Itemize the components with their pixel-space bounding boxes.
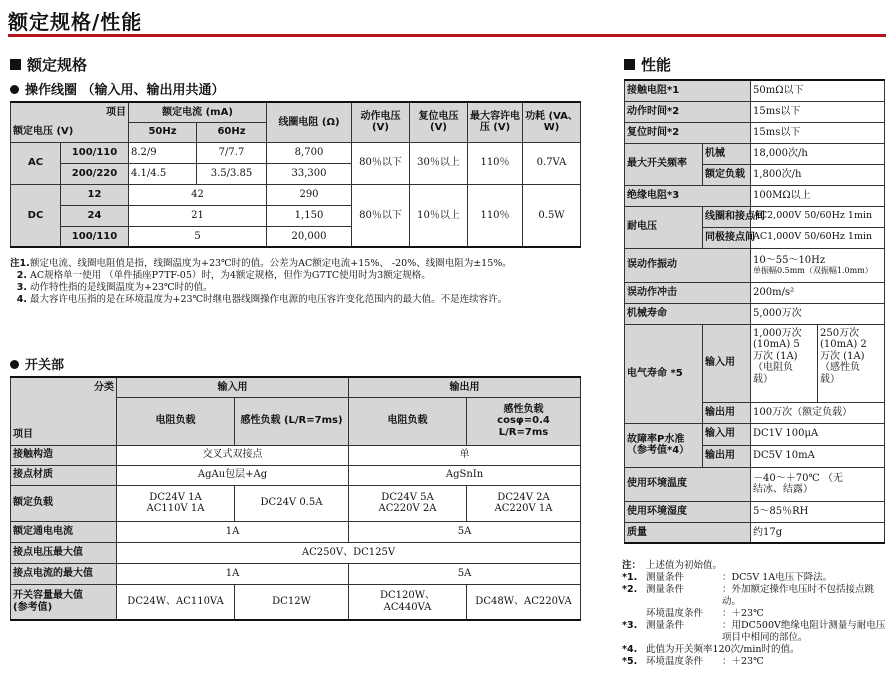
perf-sublabel-failure-input: 输入用 xyxy=(703,423,751,445)
perf-value-humidity: 5～85％RH xyxy=(751,501,885,522)
switch-input-contact-material: AgAu包层+Ag xyxy=(117,465,349,485)
page-title: 额定规格/性能 xyxy=(8,10,143,34)
perf-note-text: 上述值为初始值。 xyxy=(646,560,723,571)
switch-input-contact-form: 交叉式双接点 xyxy=(117,445,349,465)
perf-value-operate-time: 15ms以下 xyxy=(751,101,885,122)
square-bullet-icon xyxy=(10,59,21,70)
switch-out-ind-max-capacity: DC48W、AC220VA xyxy=(467,584,581,620)
switch-output-contact-material: AgSnIn xyxy=(349,465,581,485)
note-key: 2. xyxy=(16,270,27,281)
coil-header-50hz: 50Hz xyxy=(129,122,197,142)
switch-header-item: 项目 xyxy=(11,397,117,445)
switch-label-max-capacity: 开关容量最大值 (参考值) xyxy=(11,584,117,620)
coil-ac-label: AC xyxy=(11,142,61,184)
coil-ac-power: 0.7VA xyxy=(523,142,581,184)
coil-dc-current: 42 xyxy=(129,184,267,205)
coil-header-voltage: 额定电压 (V) xyxy=(11,122,129,142)
switch-value-max-voltage: AC250V、DC125V xyxy=(117,542,581,563)
perf-note-key: *3. xyxy=(622,620,638,631)
circle-bullet-icon xyxy=(10,360,19,369)
coil-header-resistance: 线圈电阻 (Ω) xyxy=(267,102,352,142)
perf-note-key: *1. xyxy=(622,572,638,583)
perf-note-item xyxy=(622,560,888,572)
perf-label-humidity: 使用环境湿度 xyxy=(625,501,751,522)
perf-sublabel-rated-load: 额定负载 xyxy=(703,164,751,185)
coil-table xyxy=(10,101,581,248)
perf-note-key xyxy=(622,608,646,620)
perf-note-label: 环境温度条件 xyxy=(646,608,704,619)
switch-out-res-max-capacity: DC120W、AC440VA xyxy=(349,584,467,620)
coil-ac-voltage: 100/110 xyxy=(61,142,129,163)
coil-ac-resistance: 8,700 xyxy=(267,142,352,163)
coil-dc-operate: 80％以下 xyxy=(352,184,410,247)
switch-in-res-rated-load: DC24V 1A AC110V 1A xyxy=(117,485,235,521)
switch-label-max-voltage: 接点电压最大值 xyxy=(11,542,117,563)
perf-value-contact-resistance: 50mΩ以下 xyxy=(751,80,885,101)
perf-sublabel-failure-output: 输出用 xyxy=(703,445,751,467)
switch-header-resistive: 电阻负载 xyxy=(117,397,235,445)
perf-value-mech-life: 5,000万次 xyxy=(751,303,885,324)
switch-label-contact-form: 接触构造 xyxy=(11,445,117,465)
perf-value-release-time: 15ms以下 xyxy=(751,122,885,143)
perf-label-weight: 质量 xyxy=(625,522,751,543)
perf-value-elec-input-res: 1,000万次 (10mA) 5万次 (1A) （电阻负载） xyxy=(751,324,818,402)
perf-label-temperature: 使用环境温度 xyxy=(625,467,751,501)
note-item xyxy=(10,282,585,294)
vibration-amplitude: 单振幅0.5mm（双振幅1.0mm） xyxy=(753,266,873,276)
perf-sublabel-elec-input: 输入用 xyxy=(703,324,751,402)
coil-dc-power: 0.5W xyxy=(523,184,581,247)
switch-label-contact-material: 接点材质 xyxy=(11,465,117,485)
perf-note-item xyxy=(622,620,888,644)
switch-in-ind-max-capacity: DC12W xyxy=(235,584,349,620)
perf-sublabel-same-pole: 同极接点间 xyxy=(703,227,751,248)
perf-note-item xyxy=(622,656,888,668)
perf-note-label: 测量条件 xyxy=(646,620,685,631)
coil-dc-label: DC xyxy=(11,184,61,247)
coil-header-current: 额定电流 (mA) xyxy=(129,102,267,122)
perf-note-text: ：＋23℃ xyxy=(722,608,764,619)
note-text: 动作特性指的是线圈温度为+23℃时的值。 xyxy=(30,282,213,293)
perf-label-contact-resistance: 接触电阻*1 xyxy=(625,80,751,101)
switch-header-inductive: 感性负载 (L/R=7ms) xyxy=(235,397,349,445)
note-item xyxy=(10,258,585,270)
perf-note-key: *2. xyxy=(622,584,638,595)
coil-ac-50hz: 8.2/9 xyxy=(129,142,197,163)
switch-header-category: 分类 xyxy=(11,377,117,397)
inductive-lr: L/R=7ms xyxy=(498,426,549,438)
note-key: 3. xyxy=(16,282,27,293)
perf-value-temperature: －40～＋70℃ （无结冰、结露） xyxy=(751,467,885,501)
performance-table xyxy=(624,79,885,544)
note-key: 注1. xyxy=(10,258,30,269)
switch-label-max-current: 接点电流的最大值 xyxy=(11,563,117,584)
note-item xyxy=(10,294,585,306)
perf-note-text: 此值为开关频率120次/min时的值。 xyxy=(646,644,800,655)
perf-value-rated-freq: 1,800次/h xyxy=(751,164,885,185)
coil-header-power: 功耗 (VA、W) xyxy=(523,102,581,142)
switch-in-res-max-capacity: DC24W、AC110VA xyxy=(117,584,235,620)
coil-dc-resistance: 20,000 xyxy=(267,226,352,247)
perf-value-vibration xyxy=(751,248,885,282)
coil-header-60hz: 60Hz xyxy=(197,122,267,142)
switch-output-max-current: 5A xyxy=(349,563,581,584)
coil-notes xyxy=(10,258,585,306)
perf-label-max-freq: 最大开关频率 xyxy=(625,143,703,185)
title-rule xyxy=(8,34,886,37)
perf-note-label: 测量条件 xyxy=(646,572,685,583)
inductive-cos: cosφ=0.4 xyxy=(497,415,550,427)
perf-note-key: *4. xyxy=(622,644,638,655)
perf-label-mech-life: 机械寿命 xyxy=(625,303,751,324)
switch-header-resistive: 电阻负载 xyxy=(349,397,467,445)
perf-note-item xyxy=(622,572,888,584)
switch-header-input: 输入用 xyxy=(117,377,349,397)
coil-ac-voltage: 200/220 xyxy=(61,163,129,184)
perf-note-label: 环境温度条件 xyxy=(646,656,704,667)
perf-note-key: 注： xyxy=(622,560,642,571)
perf-sublabel-mechanical: 机械 xyxy=(703,143,751,164)
coil-header-item: 项目 xyxy=(11,102,129,122)
switch-input-max-current: 1A xyxy=(117,563,349,584)
note-key: 4. xyxy=(16,294,27,305)
coil-ac-release: 30％以上 xyxy=(410,142,468,184)
perf-label-insulation: 绝缘电阻*3 xyxy=(625,185,751,206)
perf-label-release-time: 复位时间*2 xyxy=(625,122,751,143)
perf-label-operate-time: 动作时间*2 xyxy=(625,101,751,122)
perf-note-text: ：DC5V 1A电压下降法。 xyxy=(722,572,833,583)
perf-value-weight: 约17g xyxy=(751,522,885,543)
switch-header-output: 输出用 xyxy=(349,377,581,397)
perf-note-item xyxy=(622,584,888,608)
perf-note-item xyxy=(622,644,888,656)
perf-note-text: ：用DC500V绝缘电阻计测量与耐电压项目中相同的部位。 xyxy=(722,620,886,643)
switch-out-ind-rated-load: DC24V 2A AC220V 1A xyxy=(467,485,581,521)
switch-heading xyxy=(10,354,64,373)
note-text: 额定电流、线圈电阻值是指，线圈温度为+23℃时的值。公差为AC额定电流+15%、 -20%、线圈电阻为±15%。 xyxy=(30,258,512,269)
coil-header-release: 复位电压 (V) xyxy=(410,102,468,142)
perf-note-key: *5. xyxy=(622,656,638,667)
switch-in-ind-rated-load: DC24V 0.5A xyxy=(235,485,349,521)
coil-ac-resistance: 33,300 xyxy=(267,163,352,184)
perf-label-failure-rate: 故障率P水准 （参考值*4） xyxy=(625,423,703,467)
switch-header-inductive-output xyxy=(467,397,581,445)
perf-label-dielectric: 耐电压 xyxy=(625,206,703,248)
perf-note-label: 测量条件 xyxy=(646,584,685,595)
switch-label-rated-current: 额定通电电流 xyxy=(11,521,117,542)
coil-dc-release: 10％以上 xyxy=(410,184,468,247)
perf-value-same-pole: AC1,000V 50/60Hz 1min xyxy=(751,227,885,248)
rated-heading-text: 额定规格 xyxy=(27,56,88,74)
coil-ac-max: 110％ xyxy=(468,142,523,184)
switch-table xyxy=(10,376,581,621)
perf-value-failure-output: DC5V 10mA xyxy=(751,445,885,467)
perf-label-elec-life: 电气寿命 *5 xyxy=(625,324,703,423)
coil-dc-max: 110％ xyxy=(468,184,523,247)
switch-heading-text: 开关部 xyxy=(25,358,65,373)
coil-dc-resistance: 290 xyxy=(267,184,352,205)
coil-header-max: 最大容许电压 (V) xyxy=(468,102,523,142)
performance-heading xyxy=(624,54,671,75)
switch-out-res-rated-load: DC24V 5A AC220V 2A xyxy=(349,485,467,521)
coil-heading xyxy=(10,79,225,98)
perf-note-text: ：外加额定操作电压时不包括接点跳动。 xyxy=(722,584,875,607)
perf-sublabel-elec-output: 输出用 xyxy=(703,402,751,423)
perf-value-elec-input-ind: 250万次 (10mA) 2万次 (1A) （感性负载） xyxy=(818,324,885,402)
perf-value-elec-output: 100万次（额定负载） xyxy=(751,402,885,423)
performance-notes xyxy=(622,560,888,668)
note-text: AC规格单一使用 （单件插座P7TF-05）时，为4额定规格，但作为G7TC使用时为3额定规格。 xyxy=(30,270,431,281)
coil-ac-operate: 80％以下 xyxy=(352,142,410,184)
coil-header-operate: 动作电压 (V) xyxy=(352,102,410,142)
perf-value-insulation: 100MΩ以上 xyxy=(751,185,885,206)
coil-dc-resistance: 1,150 xyxy=(267,205,352,226)
rated-heading xyxy=(10,54,87,75)
switch-output-contact-form: 单 xyxy=(349,445,581,465)
perf-note-text: ：＋23℃ xyxy=(722,656,764,667)
coil-dc-voltage: 12 xyxy=(61,184,129,205)
switch-output-rated-current: 5A xyxy=(349,521,581,542)
perf-sublabel-coil-contact: 线圈和接点间 xyxy=(703,206,751,227)
note-item xyxy=(10,270,585,282)
vibration-range: 10～55～10Hz xyxy=(753,254,826,266)
note-text: 最大容许电压指的是在环境温度为+23℃时继电器线圈操作电源的电压容许变化范围内的最大值。不是连续容许。 xyxy=(30,294,508,305)
switch-input-rated-current: 1A xyxy=(117,521,349,542)
coil-dc-current: 5 xyxy=(129,226,267,247)
perf-label-shock: 误动作冲击 xyxy=(625,282,751,303)
square-bullet-icon xyxy=(624,59,635,70)
coil-heading-text: 操作线圈 （输入用、输出用共通） xyxy=(25,83,225,98)
coil-ac-60hz: 3.5/3.85 xyxy=(197,163,267,184)
switch-label-rated-load: 额定负载 xyxy=(11,485,117,521)
coil-dc-current: 21 xyxy=(129,205,267,226)
circle-bullet-icon xyxy=(10,85,19,94)
perf-note-item xyxy=(622,608,888,620)
perf-value-shock: 200m/s² xyxy=(751,282,885,303)
perf-value-failure-input: DC1V 100μA xyxy=(751,423,885,445)
inductive-label: 感性负载 xyxy=(503,403,544,415)
coil-ac-60hz: 7/7.7 xyxy=(197,142,267,163)
coil-dc-voltage: 24 xyxy=(61,205,129,226)
coil-ac-50hz: 4.1/4.5 xyxy=(129,163,197,184)
performance-heading-text: 性能 xyxy=(641,56,672,74)
perf-value-mech-freq: 18,000次/h xyxy=(751,143,885,164)
perf-label-vibration: 误动作振动 xyxy=(625,248,751,282)
coil-dc-voltage: 100/110 xyxy=(61,226,129,247)
perf-value-coil-contact: AC2,000V 50/60Hz 1min xyxy=(751,206,885,227)
